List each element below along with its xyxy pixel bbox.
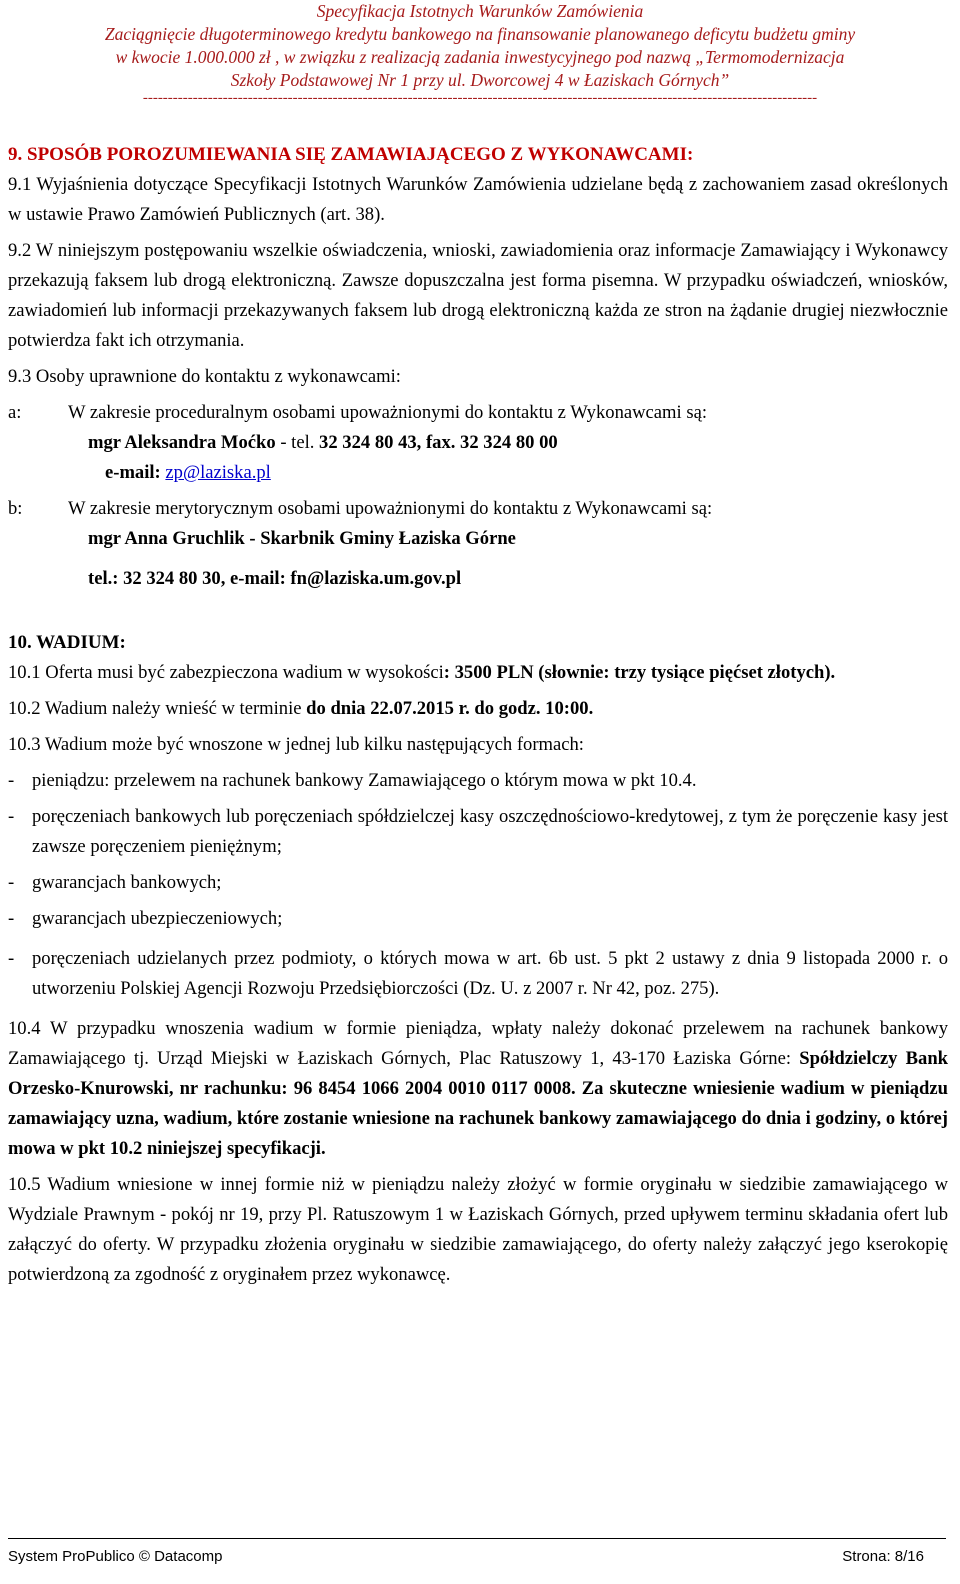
contact-a-name: mgr Aleksandra Moćko bbox=[88, 432, 276, 453]
paragraph-10-3: 10.3 Wadium może być wnoszone w jednej lub kilku następujących formach: bbox=[8, 734, 584, 755]
paragraph-10-1: 10.1 Oferta musi być zabezpieczona wadium w wysokości: 3500 PLN (słownie: trzy tysiące pięćset złotych). bbox=[8, 662, 836, 683]
list-item: - pieniądzu: przelewem na rachunek bankowy Zamawiającego o którym mowa w pkt 10.4. bbox=[8, 770, 697, 791]
contact-a-person bbox=[8, 428, 948, 458]
header-line-2: Zaciągnięcie długoterminowego kredytu bankowego na finansowanie planowanego deficytu budżetu gminy bbox=[104, 24, 856, 44]
contact-b-text: W zakresie merytorycznym osobami upoważnionymi do kontaktu z Wykonawcami są: bbox=[68, 498, 713, 519]
contact-a-email-line bbox=[8, 458, 948, 488]
footer-system: System ProPublico © Datacomp bbox=[8, 1548, 223, 1565]
paragraph-9-2: 9.2 W niniejszym postępowaniu wszelkie oświadczenia, wnioski, zawiadomienia oraz informacje Zamawiający i Wykonawcy przekazują faksem lub drogą elektroniczną. Zawsze dopuszczalna jest forma pisemna. W przypadku oświadczeń, wniosków, zawiadomień lub informacji przekazywanych faksem lub drogą elektroniczną każda ze stron na żądanie drugiej niezwłocznie potwierdza fakt ich otrzymania. bbox=[8, 240, 948, 351]
section-10-title: 10. WADIUM: bbox=[8, 632, 126, 653]
contact-a-email-label: e-mail: bbox=[105, 462, 166, 483]
contact-b-label: b: bbox=[8, 498, 23, 519]
contact-b-details bbox=[8, 564, 948, 594]
contact-b bbox=[8, 494, 948, 524]
paragraph-9-3: 9.3 Osoby uprawnione do kontaktu z wykonawcami: bbox=[8, 366, 401, 387]
list-item: - poręczeniach bankowych lub poręczeniach spółdzielczej kasy oszczędnościowo-kredytowej, z tym że poręczenie kasy jest zawsze poręczeniem pieniężnym; bbox=[8, 806, 948, 857]
paragraph-10-4: 10.4 W przypadku wnoszenia wadium w formie pieniądza, wpłaty należy dokonać przelewem na rachunek bankowy Zamawiającego tj. Urząd Miejski w Łaziskach Górnych, Plac Ratuszowy 1, 43-170 Łaziska Górne: Spółdzielczy Bank Orzesko-Knurowski, nr rachunku: 96 8454 1066 2004 0010 0117 0008. Za skuteczne wniesienie wadium w pieniądzu zamawiający uzna, wadium, które zostanie wniesione na rachunek bankowy zamawiającego do dnia i godziny, o której mowa w pkt 10.2 niniejszej specyfikacji. bbox=[8, 1018, 948, 1159]
paragraph-9-1: 9.1 Wyjaśnienia dotyczące Specyfikacji Istotnych Warunków Zamówienia udzielane będą z zachowaniem zasad określonych w ustawie Prawo Zamówień Publicznych (art. 38). bbox=[8, 174, 948, 225]
footer-divider bbox=[8, 1538, 946, 1539]
contact-a-label: a: bbox=[8, 402, 22, 423]
header-separator: --------------------------------------------------------------------------------------------------------------------------------------- bbox=[142, 90, 818, 106]
contact-b-name: mgr Anna Gruchlik - Skarbnik Gminy Łaziska Górne bbox=[88, 528, 516, 549]
header-line-3: w kwocie 1.000.000 zł , w związku z realizacją zadania inwestycyjnego pod nazwą „Termomodernizacja bbox=[115, 47, 845, 67]
document-body bbox=[8, 140, 948, 1290]
contact-a-text: W zakresie proceduralnym osobami upoważnionymi do kontaktu z Wykonawcami są: bbox=[68, 402, 707, 423]
header-title: Specyfikacja Istotnych Warunków Zamówienia bbox=[316, 1, 644, 21]
list-item: - gwarancjach bankowych; bbox=[8, 872, 222, 893]
paragraph-10-2: 10.2 Wadium należy wnieść w terminie do dnia 22.07.2015 r. do godz. 10:00. bbox=[8, 698, 594, 719]
contact-a-tel-label: - tel. bbox=[275, 432, 320, 453]
footer-page-number: Strona: 8/16 bbox=[842, 1548, 924, 1565]
contact-b-contact: tel.: 32 324 80 30, e-mail: fn@laziska.um.gov.pl bbox=[88, 568, 462, 589]
list-item: - gwarancjach ubezpieczeniowych; bbox=[8, 908, 283, 929]
page-header bbox=[8, 0, 952, 92]
contact-a bbox=[8, 398, 948, 428]
header-line-4: Szkoły Podstawowej Nr 1 przy ul. Dworcowej 4 w Łaziskach Górnych” bbox=[230, 70, 730, 90]
contact-a-phone: 32 324 80 43, fax. 32 324 80 00 bbox=[319, 432, 558, 453]
contact-b-person bbox=[8, 524, 948, 554]
section-9-title: 9. SPOSÓB POROZUMIEWANIA SIĘ ZAMAWIAJĄCEGO Z WYKONAWCAMI: bbox=[8, 144, 694, 165]
list-item: - poręczeniach udzielanych przez podmioty, o których mowa w art. 6b ust. 5 pkt 2 ustawy z dnia 9 listopada 2000 r. o utworzeniu Polskiej Agencji Rozwoju Przedsiębiorczości (Dz. U. z 2007 r. Nr 42, poz. 275). bbox=[8, 948, 948, 999]
contact-a-email-link[interactable]: zp@laziska.pl bbox=[165, 462, 271, 483]
paragraph-10-5: 10.5 Wadium wniesione w innej formie niż w pieniądzu należy złożyć w formie oryginału w siedzibie zamawiającego w Wydziale Prawnym - pokój nr 19, przy Pl. Ratuszowym 1 w Łaziskach Górnych, przed upływem terminu składania ofert lub załączyć do oferty. W przypadku złożenia oryginału w siedzibie zamawiającego, do oferty należy załączyć jego kserokopię potwierdzoną za zgodność z oryginałem przez wykonawcę. bbox=[8, 1174, 948, 1285]
